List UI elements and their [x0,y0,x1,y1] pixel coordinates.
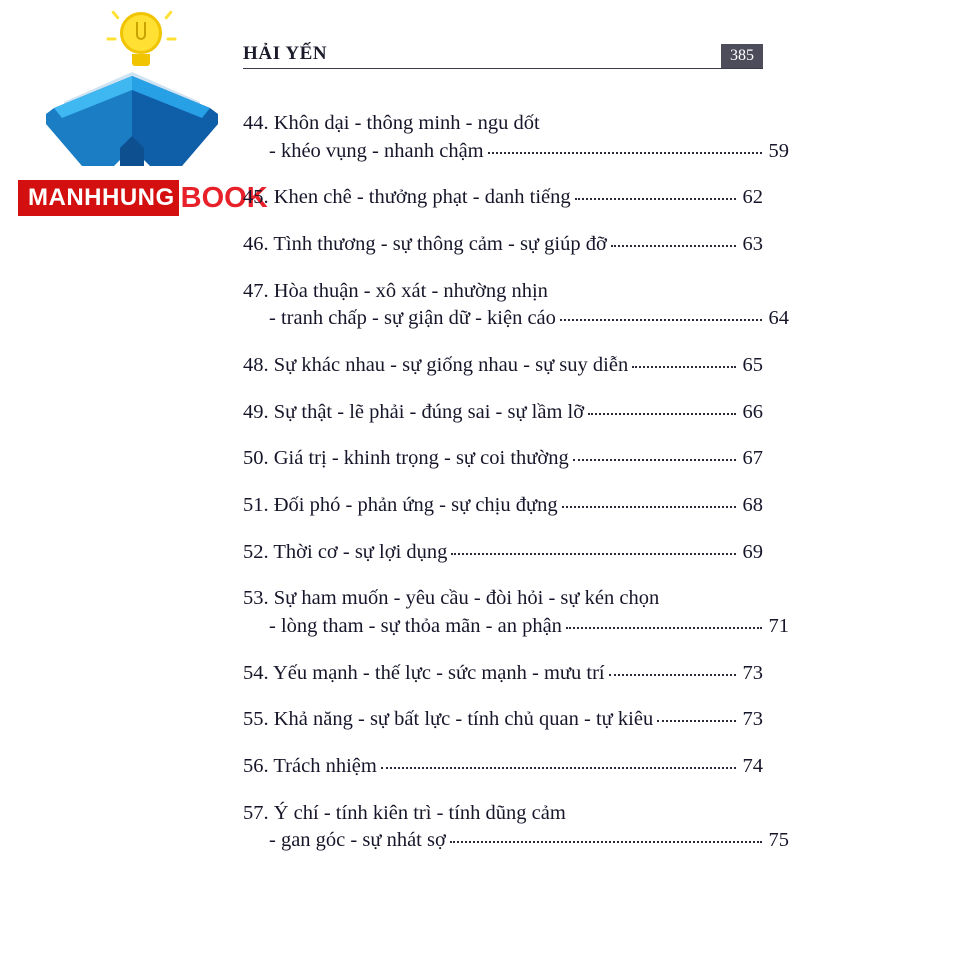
toc-entry-line [243,492,763,520]
toc-leader-dots [566,627,762,629]
toc-entry[interactable] [243,660,763,688]
toc-entry-line [243,399,763,427]
toc-entry-line [243,800,763,828]
header-divider [243,68,763,69]
toc-page-number: 73 [742,708,763,731]
toc-leader-dots [381,767,736,769]
toc-entry[interactable] [243,445,763,473]
toc-entry-text: 47. Hòa thuận - xô xát - nhường nhịn [243,279,548,302]
toc-entry-text: 45. Khen chê - thưởng phạt - danh tiếng [243,186,571,209]
toc-entry[interactable] [243,492,763,520]
toc-leader-dots [488,152,762,154]
toc-entry[interactable] [243,352,763,380]
toc-page-number: 62 [742,186,763,209]
open-book-icon [32,62,232,172]
toc-leader-dots [657,720,735,722]
toc-entry-text: 44. Khôn dại - thông minh - ngu dốt [243,112,540,134]
toc-entry-text: 50. Giá trị - khinh trọng - sự coi thường [243,447,569,470]
toc-entry-line [243,585,763,613]
toc-leader-dots [451,553,735,555]
toc-entry-line [243,278,763,306]
running-head-title: HẢI YẾN [243,43,328,64]
toc-leader-dots [562,506,736,508]
page-body [243,38,789,874]
toc-entry-line [243,613,789,641]
lightbulb-ray [164,10,173,20]
toc-entry-text: - gan góc - sự nhát sợ [269,829,446,852]
toc-leader-dots [450,841,762,843]
toc-entry-text: - tranh chấp - sự giận dữ - kiện cáo [269,307,556,330]
toc-entry-text: 57. Ý chí - tính kiên trì - tính dũng cảm [243,801,566,824]
toc-entry-line [243,753,763,781]
toc-page-number: 74 [742,755,763,778]
toc-entry-text: 51. Đối phó - phản ứng - sự chịu đựng [243,494,558,517]
toc-leader-dots [611,245,736,247]
toc-entry-line [243,660,763,688]
lightbulb-filament [136,22,146,40]
toc-entry[interactable] [243,231,763,259]
toc-leader-dots [609,674,736,676]
toc-entry-line [243,827,789,855]
toc-leader-dots [588,413,735,415]
toc-entry[interactable] [243,800,789,855]
toc-page-number: 75 [768,829,789,852]
toc-entry[interactable] [243,753,763,781]
toc-entry[interactable] [243,399,763,427]
toc-entry-text: 56. Trách nhiệm [243,755,377,778]
page-number-badge: 385 [721,44,763,68]
toc-page-number: 69 [742,540,763,563]
toc-entry-line [243,305,789,333]
toc-entry[interactable] [243,278,789,333]
toc-entry-text: - khéo vụng - nhanh chậm [269,139,484,162]
lightbulb-ray [167,38,177,41]
brand-name-primary: MANHHUNG [18,180,179,216]
toc-entry[interactable] [243,539,763,567]
toc-entry-text: 52. Thời cơ - sự lợi dụng [243,540,448,563]
toc-entry-line [243,539,763,567]
toc-entry-line [243,706,763,734]
toc-leader-dots [573,459,736,461]
toc-entry-line [243,110,763,138]
toc-page-number: 66 [742,400,763,423]
toc-entry-text: 48. Sự khác nhau - sự giống nhau - sự suy diễn [243,354,629,377]
lightbulb-ray [107,38,117,41]
toc-entry-line [243,352,763,380]
toc-entry-line [243,231,763,259]
toc-entry-text: 55. Khả năng - sự bất lực - tính chủ quan - tự kiêu [243,708,654,731]
toc-page-number: 63 [742,233,763,256]
toc-page-number: 71 [768,615,789,638]
toc-leader-dots [575,198,736,200]
toc-entry-text: 54. Yếu mạnh - thế lực - sức mạnh - mưu trí [243,661,605,684]
page-header [243,38,763,72]
toc-entry-text: 53. Sự ham muốn - yêu cầu - đòi hỏi - sự kén chọn [243,587,660,610]
toc-page-number: 73 [742,661,763,684]
toc-page-number: 59 [768,139,789,162]
toc-page-number: 68 [742,494,763,517]
toc-page-number: 64 [768,307,789,330]
toc-entry-text: 46. Tình thương - sự thông cảm - sự giúp đỡ [243,233,607,256]
toc-page-number: 67 [742,447,763,470]
toc-entry-line [243,138,789,166]
toc-page-number: 65 [742,354,763,377]
toc-entry-text: - lòng tham - sự thỏa mãn - an phận [269,615,562,638]
toc-entry-line [243,445,763,473]
brand-name-secondary: BOOK [180,181,268,214]
toc-entry[interactable] [243,110,789,165]
table-of-contents [243,110,789,855]
toc-entry-text: 49. Sự thật - lẽ phải - đúng sai - sự lầm lỡ [243,400,585,423]
toc-entry[interactable] [243,585,789,640]
toc-entry-line [243,184,763,212]
toc-entry[interactable] [243,706,763,734]
toc-leader-dots [560,319,762,321]
toc-entry[interactable] [243,184,763,212]
toc-leader-dots [632,366,735,368]
lightbulb-ray [111,10,120,20]
